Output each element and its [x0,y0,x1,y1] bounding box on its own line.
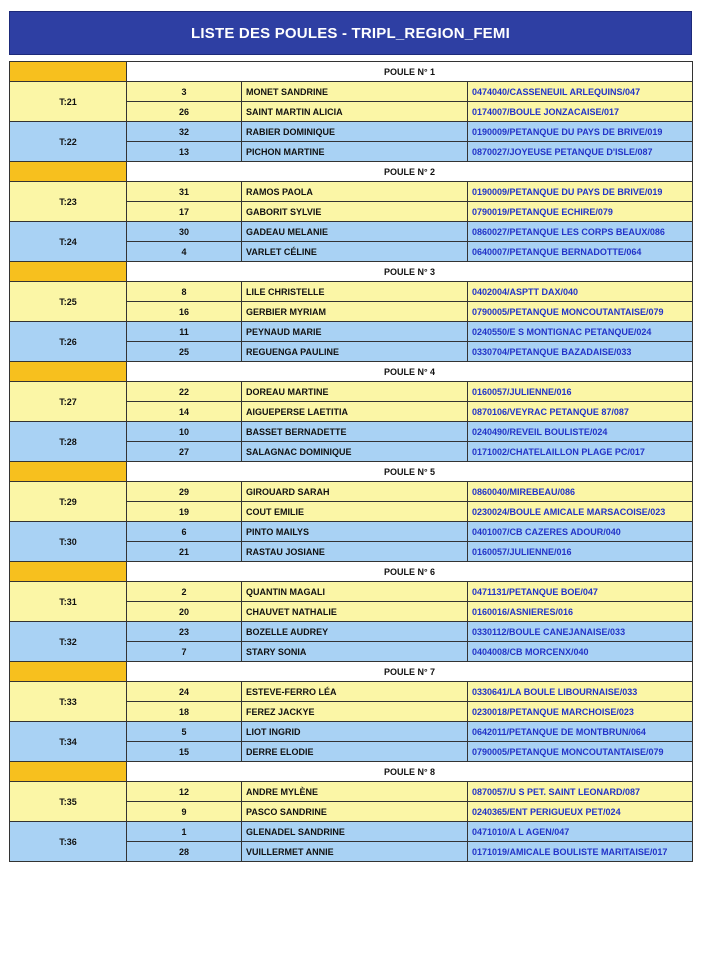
player-name: STARY SONIA [242,642,468,662]
team-id: T:25 [10,282,127,322]
player-number: 4 [127,242,242,262]
team-id: T:34 [10,722,127,762]
player-number: 6 [127,522,242,542]
player-name: ANDRE MYLÈNE [242,782,468,802]
player-club: 0174007/BOULE JONZACAISE/017 [468,102,693,122]
player-name: GLENADEL SANDRINE [242,822,468,842]
poule-header-row [10,262,693,282]
player-name: BOZELLE AUDREY [242,622,468,642]
player-name: BASSET BERNADETTE [242,422,468,442]
poule-label: POULE N° 4 [127,362,693,382]
player-name: LILE CHRISTELLE [242,282,468,302]
player-club: 0171002/CHATELAILLON PLAGE PC/017 [468,442,693,462]
team-id: T:31 [10,582,127,622]
team-id: T:22 [10,122,127,162]
player-name: GIROUARD SARAH [242,482,468,502]
team-id: T:27 [10,382,127,422]
player-club: 0160016/ASNIERES/016 [468,602,693,622]
player-club: 0474040/CASSENEUIL ARLEQUINS/047 [468,82,693,102]
table-row [10,182,693,202]
player-club: 0402004/ASPTT DAX/040 [468,282,693,302]
player-number: 28 [127,842,242,862]
poule-header-row [10,362,693,382]
player-club: 0860027/PETANQUE LES CORPS BEAUX/086 [468,222,693,242]
player-club: 0401007/CB CAZERES ADOUR/040 [468,522,693,542]
player-number: 32 [127,122,242,142]
player-number: 9 [127,802,242,822]
player-number: 21 [127,542,242,562]
player-number: 16 [127,302,242,322]
player-number: 13 [127,142,242,162]
player-name: VUILLERMET ANNIE [242,842,468,862]
team-id: T:30 [10,522,127,562]
table-row [10,322,693,342]
team-id: T:29 [10,482,127,522]
poule-label: POULE N° 5 [127,462,693,482]
player-name: COUT EMILIE [242,502,468,522]
table-row [10,522,693,542]
poule-marker [10,62,127,82]
player-club: 0860040/MIREBEAU/086 [468,482,693,502]
poule-label: POULE N° 6 [127,562,693,582]
poule-header-row [10,462,693,482]
player-number: 2 [127,582,242,602]
poule-label: POULE N° 3 [127,262,693,282]
player-number: 29 [127,482,242,502]
poule-label: POULE N° 1 [127,62,693,82]
poules-sheet [9,11,692,862]
player-name: GERBIER MYRIAM [242,302,468,322]
player-club: 0160057/JULIENNE/016 [468,542,693,562]
player-number: 20 [127,602,242,622]
player-name: RASTAU JOSIANE [242,542,468,562]
player-name: GADEAU MELANIE [242,222,468,242]
player-club: 0230024/BOULE AMICALE MARSACOISE/023 [468,502,693,522]
player-number: 31 [127,182,242,202]
player-club: 0471010/A L AGEN/047 [468,822,693,842]
player-name: PEYNAUD MARIE [242,322,468,342]
player-name: PICHON MARTINE [242,142,468,162]
team-id: T:24 [10,222,127,262]
table-row [10,222,693,242]
poule-marker [10,262,127,282]
player-name: PINTO MAILYS [242,522,468,542]
player-club: 0330704/PETANQUE BAZADAISE/033 [468,342,693,362]
player-name: REGUENGA PAULINE [242,342,468,362]
table-row [10,382,693,402]
table-row [10,822,693,842]
team-id: T:26 [10,322,127,362]
player-club: 0642011/PETANQUE DE MONTBRUN/064 [468,722,693,742]
player-number: 27 [127,442,242,462]
player-club: 0790019/PETANQUE ECHIRE/079 [468,202,693,222]
player-club: 0870027/JOYEUSE PETANQUE D'ISLE/087 [468,142,693,162]
player-name: ESTEVE-FERRO LÉA [242,682,468,702]
table-row [10,82,693,102]
poule-marker [10,462,127,482]
team-id: T:23 [10,182,127,222]
player-number: 22 [127,382,242,402]
player-club: 0171019/AMICALE BOULISTE MARITAISE/017 [468,842,693,862]
player-club: 0330641/LA BOULE LIBOURNAISE/033 [468,682,693,702]
player-name: PASCO SANDRINE [242,802,468,822]
player-name: RAMOS PAOLA [242,182,468,202]
player-number: 14 [127,402,242,422]
poule-marker [10,662,127,682]
poule-label: POULE N° 2 [127,162,693,182]
poules-table [9,61,693,862]
player-number: 10 [127,422,242,442]
player-name: DERRE ELODIE [242,742,468,762]
player-name: FEREZ JACKYE [242,702,468,722]
player-club: 0471131/PETANQUE BOE/047 [468,582,693,602]
player-number: 8 [127,282,242,302]
player-name: GABORIT SYLVIE [242,202,468,222]
poule-header-row [10,62,693,82]
poule-marker [10,762,127,782]
table-row [10,622,693,642]
team-id: T:32 [10,622,127,662]
player-club: 0790005/PETANQUE MONCOUTANTAISE/079 [468,302,693,322]
player-number: 1 [127,822,242,842]
team-id: T:36 [10,822,127,862]
table-row [10,682,693,702]
team-id: T:33 [10,682,127,722]
player-number: 18 [127,702,242,722]
player-number: 30 [127,222,242,242]
player-number: 15 [127,742,242,762]
player-club: 0404008/CB MORCENX/040 [468,642,693,662]
player-number: 3 [127,82,242,102]
player-club: 0240490/REVEIL BOULISTE/024 [468,422,693,442]
player-number: 26 [127,102,242,122]
player-club: 0190009/PETANQUE DU PAYS DE BRIVE/019 [468,182,693,202]
player-number: 19 [127,502,242,522]
table-row [10,582,693,602]
poule-header-row [10,762,693,782]
player-name: VARLET CÉLINE [242,242,468,262]
poule-label: POULE N° 7 [127,662,693,682]
player-name: SAINT MARTIN ALICIA [242,102,468,122]
player-number: 17 [127,202,242,222]
player-name: CHAUVET NATHALIE [242,602,468,622]
player-name: DOREAU MARTINE [242,382,468,402]
player-number: 12 [127,782,242,802]
player-name: LIOT INGRID [242,722,468,742]
table-row [10,782,693,802]
poule-header-row [10,562,693,582]
team-id: T:21 [10,82,127,122]
player-club: 0240550/E S MONTIGNAC PETANQUE/024 [468,322,693,342]
poule-marker [10,362,127,382]
table-row [10,482,693,502]
player-name: QUANTIN MAGALI [242,582,468,602]
table-row [10,282,693,302]
poule-label: POULE N° 8 [127,762,693,782]
player-name: MONET SANDRINE [242,82,468,102]
player-number: 7 [127,642,242,662]
player-name: RABIER DOMINIQUE [242,122,468,142]
player-club: 0870057/U S PET. SAINT LEONARD/087 [468,782,693,802]
poule-header-row [10,662,693,682]
team-id: T:28 [10,422,127,462]
player-number: 5 [127,722,242,742]
player-club: 0190009/PETANQUE DU PAYS DE BRIVE/019 [468,122,693,142]
poule-header-row [10,162,693,182]
table-row [10,422,693,442]
player-number: 25 [127,342,242,362]
player-club: 0230018/PETANQUE MARCHOISE/023 [468,702,693,722]
poule-marker [10,562,127,582]
player-number: 23 [127,622,242,642]
player-club: 0240365/ENT PERIGUEUX PET/024 [468,802,693,822]
table-row [10,122,693,142]
player-number: 24 [127,682,242,702]
table-row [10,722,693,742]
player-club: 0640007/PETANQUE BERNADOTTE/064 [468,242,693,262]
page-title: LISTE DES POULES - TRIPL_REGION_FEMI [9,11,692,55]
player-name: SALAGNAC DOMINIQUE [242,442,468,462]
player-club: 0160057/JULIENNE/016 [468,382,693,402]
player-name: AIGUEPERSE LAETITIA [242,402,468,422]
player-club: 0870106/VEYRAC PETANQUE 87/087 [468,402,693,422]
player-club: 0790005/PETANQUE MONCOUTANTAISE/079 [468,742,693,762]
poule-marker [10,162,127,182]
team-id: T:35 [10,782,127,822]
player-club: 0330112/BOULE CANEJANAISE/033 [468,622,693,642]
player-number: 11 [127,322,242,342]
